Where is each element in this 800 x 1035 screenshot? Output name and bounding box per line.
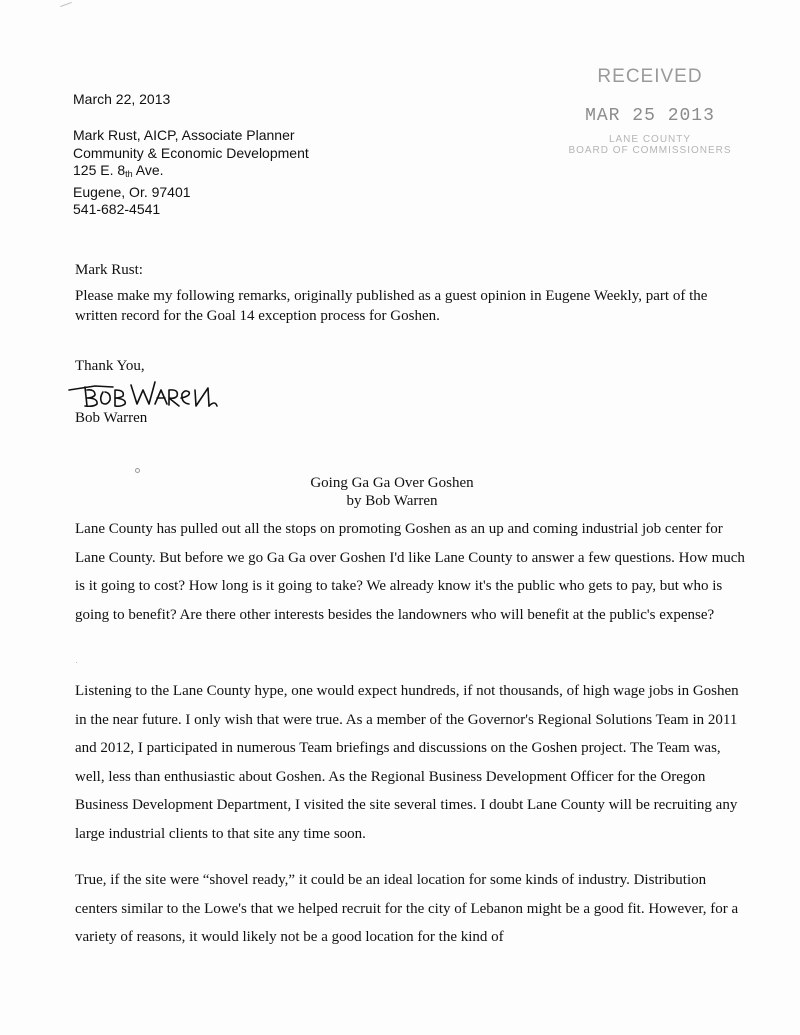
greeting: Mark Rust: — [75, 262, 143, 278]
intro-paragraph: Please make my following remarks, originally published as a guest opinion in Eugene Weekly, part of the written record for the Goal 14 exception process for Goshen. — [75, 288, 708, 324]
scan-speck — [76, 662, 77, 663]
stamp-received: RECEIVED — [597, 66, 703, 87]
scan-speck — [135, 468, 140, 473]
scan-mark — [60, 2, 72, 7]
received-stamp — [565, 66, 735, 156]
sender-name: Bob Warren — [75, 410, 148, 426]
recipient-city: Eugene, Or. 97401 — [73, 183, 191, 200]
recipient-street: 125 E. $8_{th}$ Ave. — [73, 162, 164, 180]
letter-date: March 22, 2013 — [73, 91, 171, 107]
recipient-phone: 541-682-4541 — [73, 201, 161, 218]
closing: Thank You, — [75, 358, 145, 374]
recipient-name-title: Mark Rust, AICP, Associate Planner — [73, 127, 295, 143]
recipient-department: Community & Economic Development — [73, 144, 309, 161]
stamp-county: LANE COUNTY — [608, 134, 692, 145]
stamp-date: MAR 25 2013 — [585, 106, 715, 126]
article-paragraph: Listening to the Lane County hype, one would expect hundreds, if not thousands, of high wage jobs in Goshen in the near future. I only wish that were true. As a member of the Governor's Regional Solutions Team in 2011 and 2012, I participated in numerous Team briefings and discussions on the Goshen project. The Team was, well, less than enthusiastic about Goshen. As the Regional Business Development Officer for the Oregon Business Development Department, I visited the site several times. I doubt Lane County will be recruiting any large industrial clients to that site any time soon. — [75, 683, 739, 842]
article-byline: by Bob Warren — [346, 493, 438, 509]
stamp-board: BOARD OF COMMISSIONERS — [568, 145, 732, 156]
recipient-address — [73, 127, 309, 219]
article-paragraph: True, if the site were “shovel ready,” it could be an ideal location for some kinds of industry. Distribution centers similar to the Lowe's that we helped recruit for the city of Lebanon might be a good fit. However, for a variety of reasons, it would likely not be a good location for the kind of — [75, 872, 739, 945]
article-paragraph: Lane County has pulled out all the stops on promoting Goshen as an up and coming industrial job center for Lane County. But before we go Ga Ga over Goshen I'd like Lane County to answer a few questions. How much is it going to cost? How long is it going to take? We already know it's the public who gets to pay, but who is going to benefit? Are there other interests besides the landowners who will benefit at the public's expense? — [75, 521, 745, 623]
article-title: Going Ga Ga Over Goshen — [310, 475, 474, 491]
